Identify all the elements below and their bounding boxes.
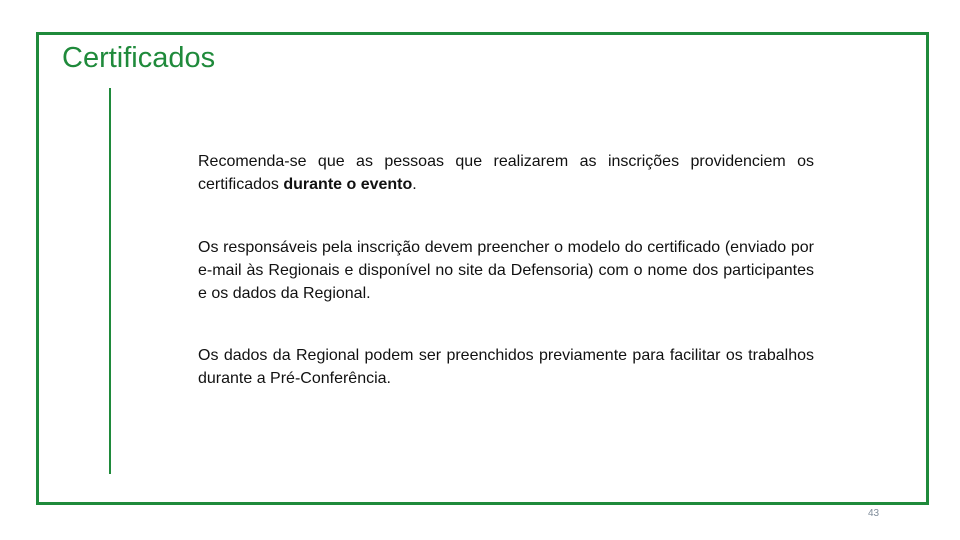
- paragraph-recommendation: [198, 150, 814, 196]
- page-title: Certificados: [62, 42, 216, 74]
- paragraph-responsibles: Os responsáveis pela inscrição devem preencher o modelo do certificado (enviado por e-mail às Regionais e disponível no site da Defensoria) com o nome dos participantes e os dados da Regional.: [198, 239, 814, 302]
- paragraph-recommendation-emphasis: durante o evento: [283, 176, 413, 193]
- vertical-accent-line: [109, 88, 111, 474]
- paragraph-recommendation-text: Recomenda-se que as pessoas que realizarem as inscrições providenciem os certificados: [198, 153, 814, 193]
- paragraph-recommendation-end: .: [412, 176, 417, 193]
- page-number: 43: [868, 508, 880, 519]
- paragraph-regional-data: Os dados da Regional podem ser preenchidos previamente para facilitar os trabalhos durante a Pré-Conferência.: [198, 347, 814, 387]
